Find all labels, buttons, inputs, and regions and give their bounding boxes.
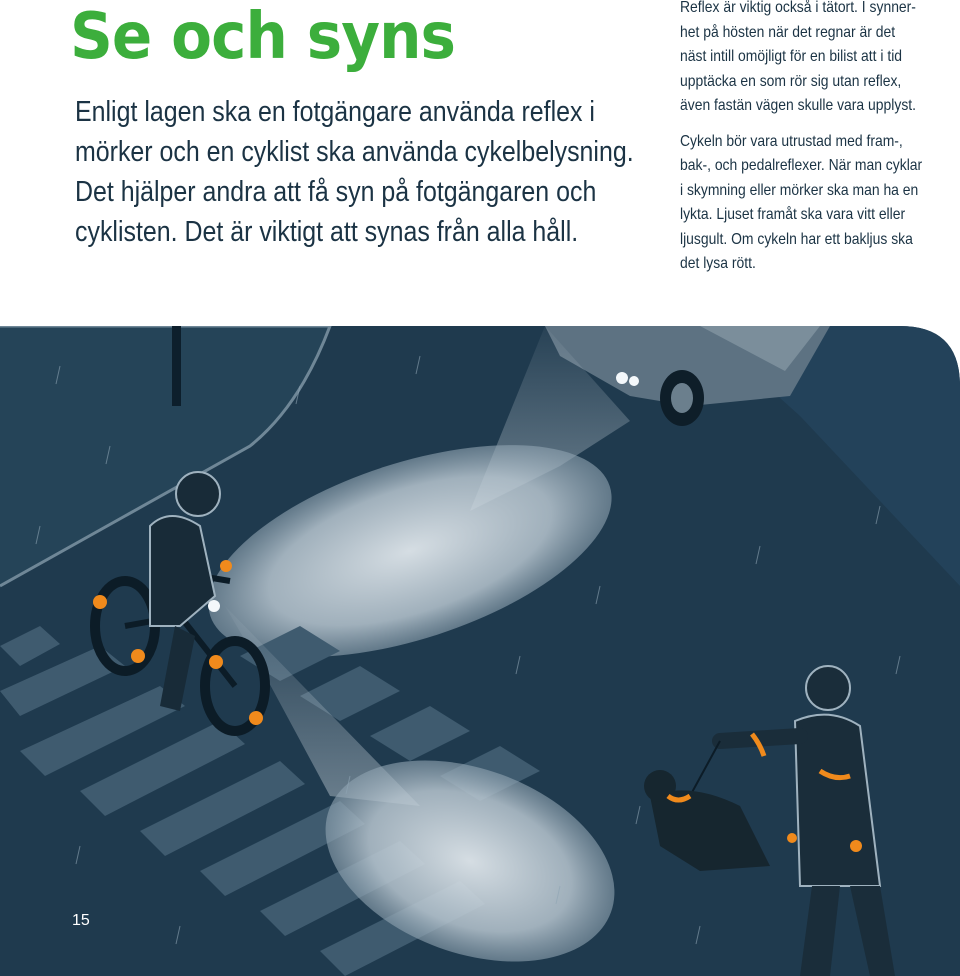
intro-line: Enligt lagen ska en fotgängare använda reflex i bbox=[75, 96, 595, 128]
text-line: lykta. Ljuset framåt ska vara vitt eller bbox=[680, 206, 906, 223]
hand-reflex bbox=[787, 833, 797, 843]
text-line: Reflex är viktig också i tätort. I synner- bbox=[680, 0, 916, 16]
wheel-reflex bbox=[131, 649, 145, 663]
text-line: även fastän vägen skulle vara upplyst. bbox=[680, 97, 917, 114]
headlight bbox=[616, 372, 628, 384]
wheel-reflex bbox=[249, 711, 263, 725]
bike-lamp bbox=[208, 600, 220, 612]
text-line: ljusgult. Om cykeln har ett bakljus ska bbox=[680, 230, 913, 248]
hand-reflex bbox=[850, 840, 862, 852]
text-line: i skymning eller mörker ska man ha en bbox=[680, 181, 919, 199]
page-number: 15 bbox=[72, 912, 90, 929]
headlight bbox=[629, 376, 639, 386]
text-line: bak-, och pedalreflexer. När man cyklar bbox=[680, 157, 923, 174]
text-line: det lysa rött. bbox=[680, 255, 756, 272]
intro-line: cyklisten. Det är viktigt att synas från alla håll. bbox=[75, 216, 579, 248]
wheel-reflex bbox=[209, 655, 223, 669]
text-line: Cykeln bör vara utrustad med fram-, bbox=[680, 132, 903, 150]
text-line: het på hösten när det regnar är det bbox=[680, 23, 896, 41]
wheel-reflex bbox=[93, 595, 107, 609]
side-column bbox=[680, 0, 960, 288]
arm-reflex bbox=[220, 560, 232, 572]
night-street-illustration bbox=[0, 326, 960, 976]
paragraph-reflex bbox=[680, 0, 960, 119]
text-line: näst intill omöjligt för en bilist att i tid bbox=[680, 48, 903, 65]
page-title: Se och syns bbox=[70, 0, 456, 74]
paragraph-bicycle bbox=[680, 130, 960, 277]
intro-line: mörker och en cyklist ska använda cykelbelysning. bbox=[75, 136, 634, 168]
intro-line: Det hjälper andra att få syn på fotgängaren och bbox=[75, 176, 597, 208]
lamp-post bbox=[172, 326, 181, 406]
text-line: upptäcka en som rör sig utan reflex, bbox=[680, 72, 902, 90]
intro-text bbox=[75, 92, 634, 252]
